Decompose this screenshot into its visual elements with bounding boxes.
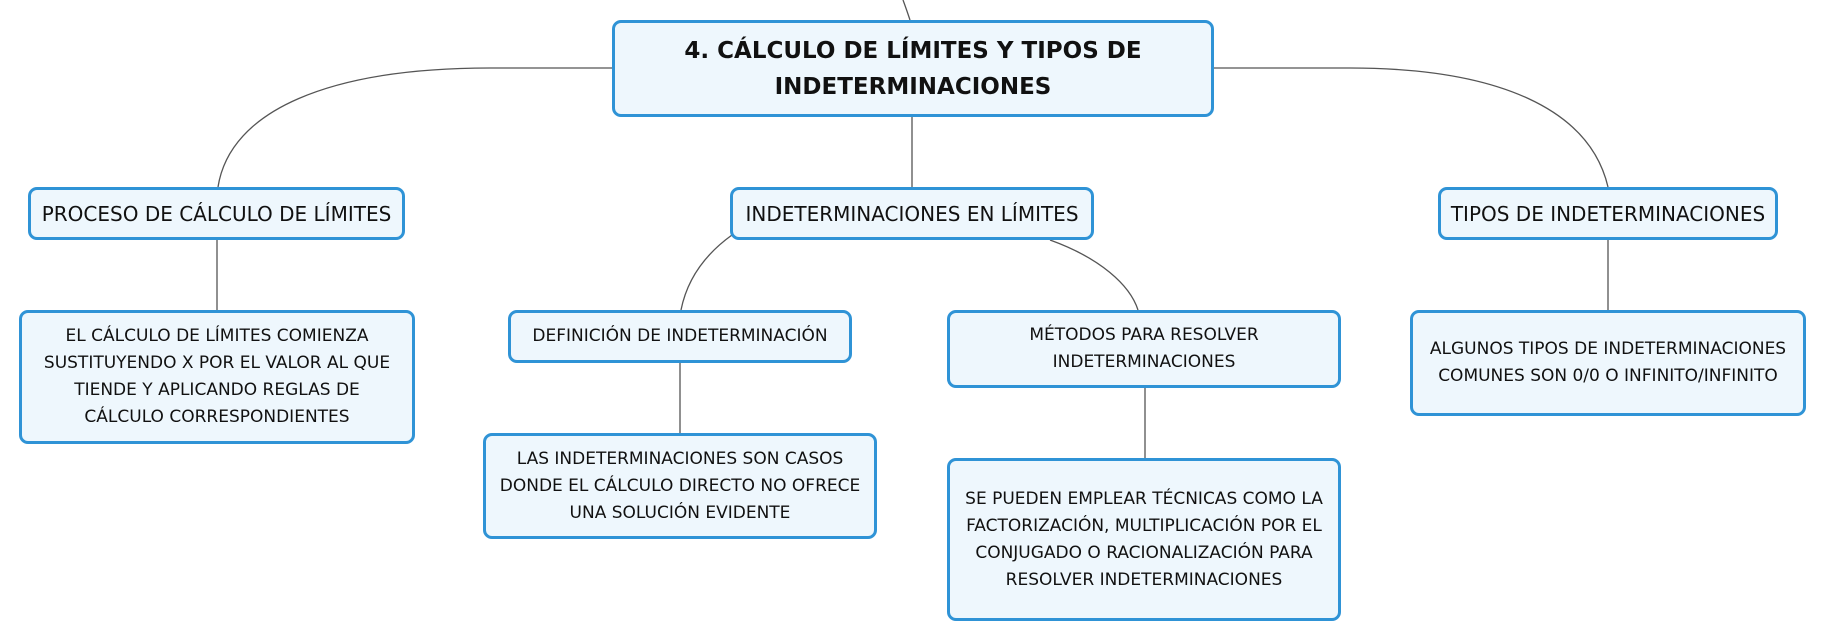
- topic-node-label: INDETERMINACIONES EN LÍMITES: [745, 201, 1079, 226]
- connector-parent-link: [903, 0, 910, 20]
- subtopic-node-label: MÉTODOS PARA RESOLVER INDETERMINACIONES: [1029, 325, 1259, 372]
- subtopic-node-metodos-desc[interactable]: [947, 458, 1341, 621]
- subtopic-node-definicion[interactable]: [508, 310, 852, 363]
- topic-node-indeterminaciones[interactable]: [730, 187, 1094, 240]
- subtopic-node-metodos[interactable]: [947, 310, 1341, 388]
- topic-node-proceso[interactable]: [28, 187, 405, 240]
- subtopic-node-definicion-desc[interactable]: [483, 433, 877, 539]
- subtopic-node-proceso-desc[interactable]: [19, 310, 415, 444]
- connector-root-to-tipos: [1213, 68, 1608, 187]
- connector-root-to-proceso: [218, 68, 612, 187]
- root-node-label: 4. CÁLCULO DE LÍMITES Y TIPOS DE INDETERMINACIONES: [684, 37, 1142, 100]
- subtopic-node-label: ALGUNOS TIPOS DE INDETERMINACIONES COMUNES SON 0/0 O INFINITO/INFINITO: [1429, 339, 1787, 386]
- subtopic-node-tipos-desc[interactable]: [1410, 310, 1806, 416]
- subtopic-node-label: SE PUEDEN EMPLEAR TÉCNICAS COMO LA FACTORIZACIÓN, MULTIPLICACIÓN POR EL CONJUGADO O RACIONALIZACIÓN PARA RESOLVER INDETERMINACIONES: [965, 488, 1323, 590]
- topic-node-label: PROCESO DE CÁLCULO DE LÍMITES: [41, 201, 392, 226]
- connector-indet-to-definicion: [681, 235, 732, 310]
- subtopic-node-label: DEFINICIÓN DE INDETERMINACIÓN: [532, 326, 828, 346]
- subtopic-node-label: EL CÁLCULO DE LÍMITES COMIENZA SUSTITUYENDO X POR EL VALOR AL QUE TIENDE Y APLICANDO REGLAS DE CÁLCULO CORRESPONDIENTES: [43, 326, 391, 427]
- root-node[interactable]: [612, 20, 1214, 117]
- subtopic-node-label: LAS INDETERMINACIONES SON CASOS DONDE EL CÁLCULO DIRECTO NO OFRECE UNA SOLUCIÓN EVIDENTE: [499, 448, 861, 523]
- connector-indet-to-metodos: [1050, 240, 1138, 310]
- topic-node-label: TIPOS DE INDETERMINACIONES: [1450, 201, 1766, 226]
- topic-node-tipos[interactable]: [1438, 187, 1778, 240]
